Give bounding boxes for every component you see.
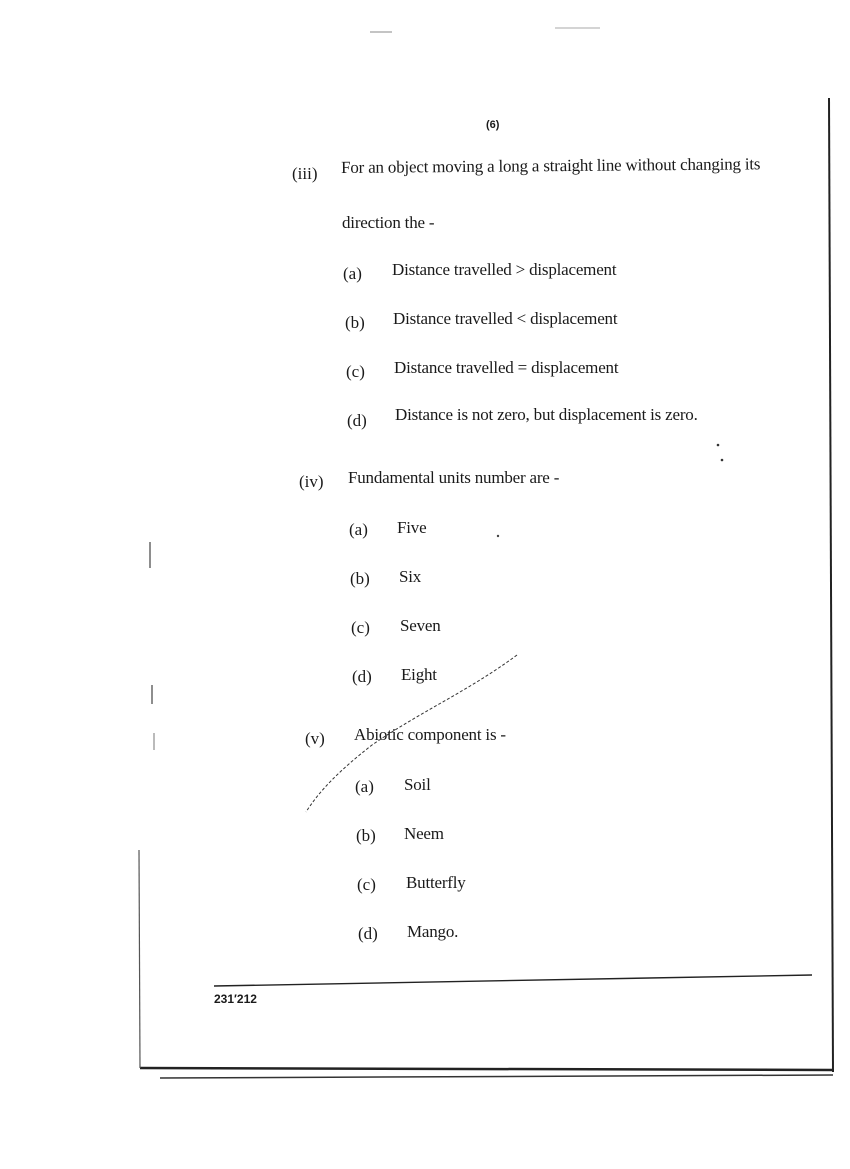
question-text: Abiotic component is - (354, 725, 506, 744)
question-text: For an object moving a long a straight line without changing its (341, 154, 761, 177)
question-number: (iv) (299, 472, 324, 491)
option-label: (d) (358, 924, 378, 943)
option-text: Butterfly (406, 873, 466, 892)
option-text: Mango. (407, 922, 459, 941)
option-label: (c) (357, 875, 376, 894)
option-label: (d) (352, 667, 372, 686)
option-label: (a) (355, 777, 374, 796)
question-text-continued: direction the - (342, 213, 435, 232)
option-label: (a) (349, 520, 368, 539)
option-text: Neem (404, 824, 444, 843)
speck (717, 444, 720, 447)
option-text: Eight (401, 665, 437, 684)
option-text: Distance travelled < displacement (393, 309, 618, 328)
option-text: Distance travelled = displacement (394, 358, 619, 377)
paper-code: 231′212 (214, 992, 257, 1006)
option-label: (b) (356, 826, 376, 845)
bottom-border-line (140, 1068, 833, 1070)
question-text: Fundamental units number are - (348, 468, 560, 487)
option-text: Soil (404, 775, 431, 794)
option-label: (a) (343, 264, 362, 283)
option-label: (d) (347, 411, 367, 430)
question-number: (v) (305, 729, 325, 748)
option-text: Six (399, 567, 422, 586)
option-label: (b) (350, 569, 370, 588)
footer-rule (214, 975, 812, 986)
option-text: Distance is not zero, but displacement is zero. (395, 405, 698, 424)
question-number: (iii) (292, 164, 318, 183)
right-border-line (829, 98, 833, 1072)
speck (721, 459, 724, 462)
option-label: (c) (346, 362, 365, 381)
option-label: (b) (345, 313, 365, 332)
option-label: (c) (351, 618, 370, 637)
left-border-line (139, 850, 140, 1068)
option-text: Distance travelled > displacement (392, 260, 617, 279)
option-text: Five (397, 518, 427, 537)
speck (497, 535, 499, 537)
option-text: Seven (400, 616, 441, 635)
bottom-shadow-line (160, 1075, 833, 1078)
page-number: (6) (486, 119, 500, 131)
